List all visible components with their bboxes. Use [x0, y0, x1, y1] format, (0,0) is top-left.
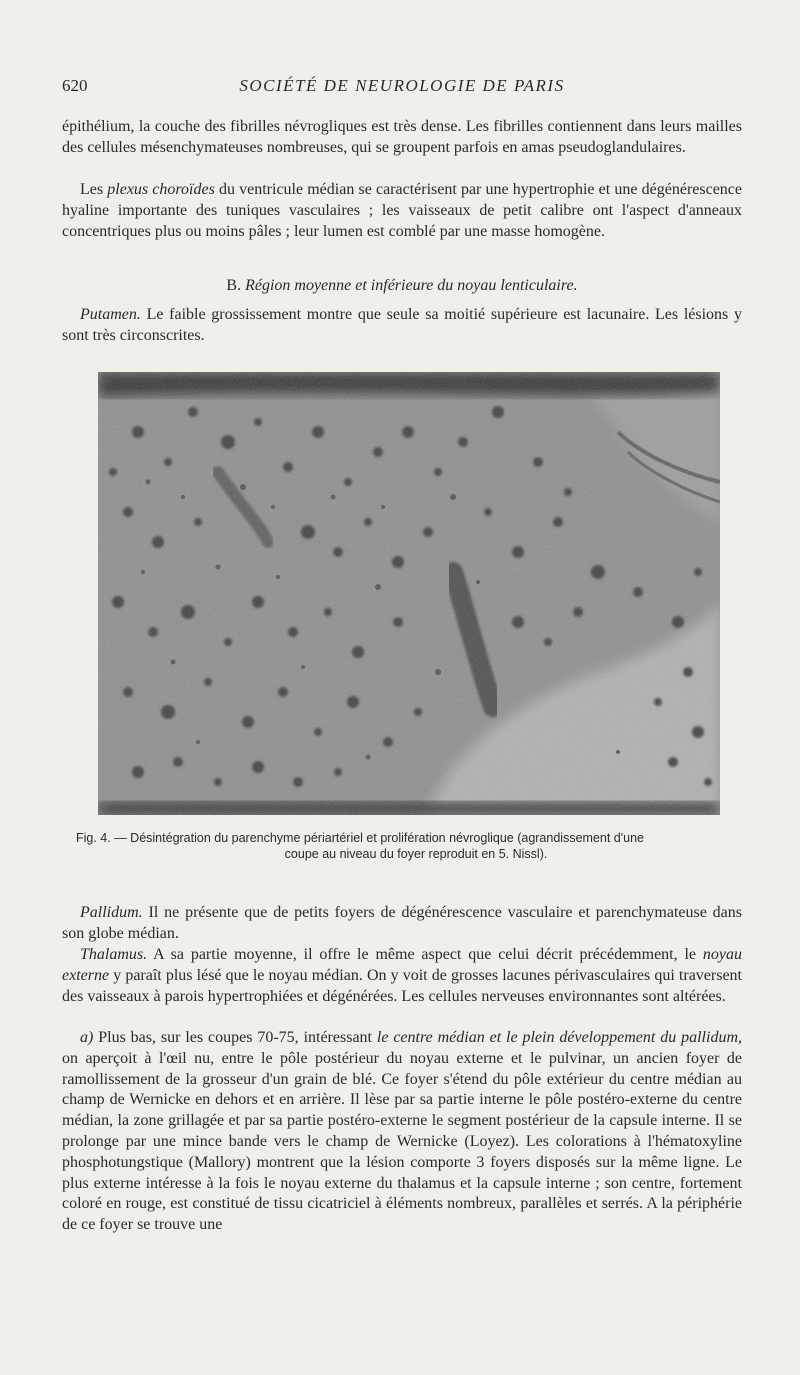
- paragraph-text: Le faible grossissement montre que seule sa moitié supérieure est lacunaire. Les lésions y sont très circonscrites.: [62, 306, 742, 344]
- term-thalamus: Thalamus.: [80, 946, 148, 963]
- paragraph-thalamus: [62, 945, 742, 1007]
- paragraph-text: épithélium, la couche des fibrilles névrogliques est très dense. Les fibrilles contiennent dans leurs mailles des cellules mésenchymateuses nombreuses, qui se groupent parfois en amas pseudoglandulaires.: [62, 118, 742, 156]
- section-title: Région moyenne et inférieure du noyau lenticulaire.: [245, 277, 578, 294]
- figure-caption: [76, 830, 756, 862]
- item-label: a): [80, 1029, 94, 1046]
- section-heading: [62, 277, 742, 295]
- paragraph-text: Les: [80, 181, 108, 198]
- section-letter: B.: [226, 277, 246, 294]
- paragraph-text: y paraît plus lésé que le noyau médian. On y voit de grosses lacunes périvasculaires qui traversent des vaisseaux à parois hypertrophiées et dégénérées. Les cellules nerveuses environnantes sont altérées.: [62, 966, 742, 1005]
- paragraph-text: on aperçoit à l'œil nu, entre le pôle postérieur du noyau externe et le pulvinar, un ancien foyer de ramollissement de la grosseur d'un grain de blé. Ce foyer s'étend du pôle extérieur du centre médian au champ de Wernicke en dehors et en arrière. Il lèse par sa partie interne le pôle postéro-externe du centre médian, la zone grillagée et par sa partie postéro-externe le segment postérieur de la capsule interne. Il se prolonge par une mince bande vers le champ de Wernicke (Loyez). Les colorations à l'hématoxyline phosphotungstique (Mallory) montrent que la lésion comporte 3 foyers disposés sur la même ligne. Le plus externe intéresse à la fois le noyau externe du thalamus et la capsule interne ; son centre, fortement coloré en rouge, est constitué de tissu cicatriciel à éléments nombreux, parallèles et serrés. A la périphérie de ce foyer se trouve une: [62, 1049, 742, 1234]
- term-plexus-choroides: plexus choroïdes: [107, 181, 215, 198]
- term-putamen: Putamen.: [80, 306, 141, 323]
- term-noyau-externe: noyau externe: [62, 946, 742, 984]
- page-number: 620: [62, 76, 88, 95]
- paragraph-text: Plus bas, sur les coupes 70-75, intéressant: [93, 1029, 377, 1046]
- caption-line: Fig. 4. — Désintégration du parenchyme périartériel et prolifération névroglique (agrandissement d'une: [76, 831, 644, 845]
- paragraph-a: [62, 1028, 742, 1236]
- page-header: [62, 76, 742, 100]
- micrograph-image: [98, 372, 720, 815]
- paragraph-text: Il ne présente que de petits foyers de dégénérescence vasculaire et parenchymateuse dans son globe médian.: [62, 904, 742, 942]
- micrograph-figure: [98, 372, 720, 815]
- term-centre-median: le centre médian et le plein développement du pallidum,: [376, 1029, 742, 1046]
- paragraph-epithelium: [62, 117, 742, 159]
- paragraph-putamen: [62, 305, 742, 347]
- term-pallidum: Pallidum.: [80, 904, 143, 921]
- paragraph-pallidum: [62, 903, 742, 945]
- caption-line: coupe au niveau du foyer reproduit en 5. Nissl).: [284, 847, 548, 861]
- paragraph-text: A sa partie moyenne, il offre le même aspect que celui décrit précédemment, le: [147, 946, 703, 963]
- paragraph-plexus: [62, 180, 742, 242]
- paragraph-text: du ventricule médian se caractérisent par une hypertrophie et une dégénérescence hyaline importante des tuniques vasculaires ; les vaisseaux de petit calibre ont l'aspect d'anneaux concentriques plus ou moins pâles ; leur lumen est comblé par une masse homogène.: [62, 181, 743, 240]
- running-title: SOCIÉTÉ DE NEUROLOGIE DE PARIS: [239, 76, 565, 95]
